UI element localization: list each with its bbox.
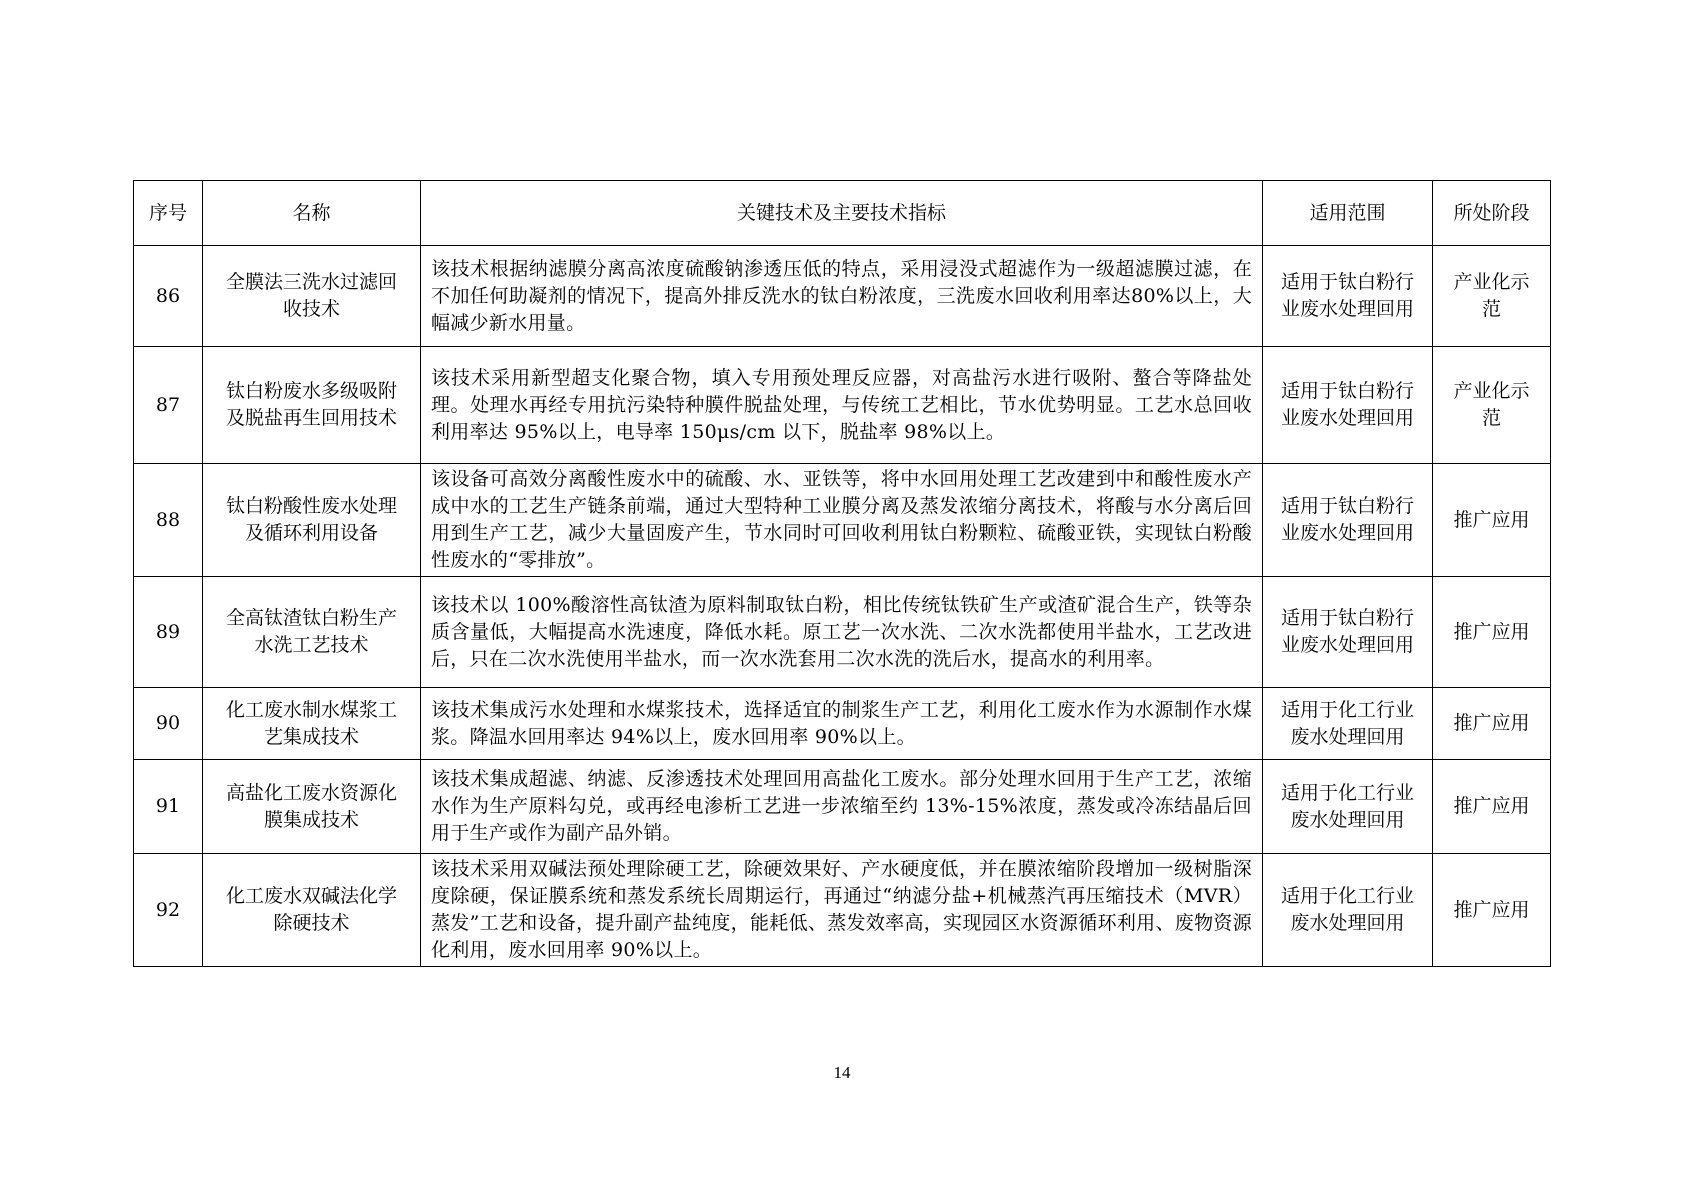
technology-name: 钛白粉废水多级吸附及脱盐再生回用技术 [203, 347, 421, 464]
development-stage: 推广应用 [1433, 464, 1551, 577]
row-number: 90 [134, 688, 203, 760]
technology-description: 该技术采用双碱法预处理除硬工艺，除硬效果好、产水硬度低，并在膜浓缩阶段增加一级树脂深度除硬，保证膜系统和蒸发系统长周期运行，再通过“纳滤分盐+机械蒸汽再压缩技术（MVR）蒸发”工艺和设备，提升副产盐纯度，能耗低、蒸发效率高，实现园区水资源循环利用、废物资源化利用，废水回用率 90%以上。 [421, 854, 1263, 967]
applicable-scope: 适用于钛白粉行业废水处理回用 [1263, 577, 1433, 688]
row-number: 87 [134, 347, 203, 464]
header-name: 名称 [203, 181, 421, 246]
table-row [134, 688, 1551, 760]
applicable-scope: 适用于钛白粉行业废水处理回用 [1263, 464, 1433, 577]
technology-description: 该技术集成超滤、纳滤、反渗透技术处理回用高盐化工废水。部分处理水回用于生产工艺，浓缩水作为生产原料勾兑，或再经电渗析工艺进一步浓缩至约 13%-15%浓度，蒸发或冷冻结晶后回用于生产或作为副产品外销。 [421, 760, 1263, 854]
header-scope: 适用范围 [1263, 181, 1433, 246]
table-header [134, 181, 1551, 246]
development-stage: 推广应用 [1433, 688, 1551, 760]
development-stage: 推广应用 [1433, 854, 1551, 967]
applicable-scope: 适用于钛白粉行业废水处理回用 [1263, 246, 1433, 347]
technology-name: 全高钛渣钛白粉生产水洗工艺技术 [203, 577, 421, 688]
table-row [134, 464, 1551, 577]
table-row [134, 577, 1551, 688]
technology-description: 该技术以 100%酸溶性高钛渣为原料制取钛白粉，相比传统钛铁矿生产或渣矿混合生产，铁等杂质含量低，大幅提高水洗速度，降低水耗。原工艺一次水洗、二次水洗都使用半盐水，工艺改进后，只在二次水洗使用半盐水，而一次水洗套用二次水洗的洗后水，提高水的利用率。 [421, 577, 1263, 688]
row-number: 92 [134, 854, 203, 967]
table-row [134, 854, 1551, 967]
technology-name: 全膜法三洗水过滤回收技术 [203, 246, 421, 347]
table-body [134, 246, 1551, 967]
development-stage: 推广应用 [1433, 760, 1551, 854]
page-number: 14 [833, 1063, 851, 1082]
header-desc: 关键技术及主要技术指标 [421, 181, 1263, 246]
technology-table [133, 180, 1551, 967]
applicable-scope: 适用于化工行业废水处理回用 [1263, 760, 1433, 854]
row-number: 91 [134, 760, 203, 854]
technology-name: 高盐化工废水资源化膜集成技术 [203, 760, 421, 854]
table-row [134, 760, 1551, 854]
row-number: 89 [134, 577, 203, 688]
header-no: 序号 [134, 181, 203, 246]
technology-description: 该技术集成污水处理和水煤浆技术，选择适宜的制浆生产工艺，利用化工废水作为水源制作水煤浆。降温水回用率达 94%以上，废水回用率 90%以上。 [421, 688, 1263, 760]
applicable-scope: 适用于化工行业废水处理回用 [1263, 854, 1433, 967]
technology-name: 化工废水制水煤浆工艺集成技术 [203, 688, 421, 760]
row-number: 88 [134, 464, 203, 577]
applicable-scope: 适用于化工行业废水处理回用 [1263, 688, 1433, 760]
technology-description: 该设备可高效分离酸性废水中的硫酸、水、亚铁等，将中水回用处理工艺改建到中和酸性废水产成中水的工艺生产链条前端，通过大型特种工业膜分离及蒸发浓缩分离技术，将酸与水分离后回用到生产工艺，减少大量固废产生，节水同时可回收利用钛白粉颗粒、硫酸亚铁，实现钛白粉酸性废水的“零排放”。 [421, 464, 1263, 577]
applicable-scope: 适用于钛白粉行业废水处理回用 [1263, 347, 1433, 464]
technology-name: 化工废水双碱法化学除硬技术 [203, 854, 421, 967]
technology-name: 钛白粉酸性废水处理及循环利用设备 [203, 464, 421, 577]
development-stage: 产业化示范 [1433, 347, 1551, 464]
technology-description: 该技术采用新型超支化聚合物，填入专用预处理反应器，对高盐污水进行吸附、螯合等降盐处理。处理水再经专用抗污染特种膜件脱盐处理，与传统工艺相比，节水优势明显。工艺水总回收利用率达 95%以上，电导率 150μs/cm 以下，脱盐率 98%以上。 [421, 347, 1263, 464]
header-row [134, 181, 1551, 246]
development-stage: 产业化示范 [1433, 246, 1551, 347]
table-row [134, 246, 1551, 347]
development-stage: 推广应用 [1433, 577, 1551, 688]
row-number: 86 [134, 246, 203, 347]
header-stage: 所处阶段 [1433, 181, 1551, 246]
technology-description: 该技术根据纳滤膜分离高浓度硫酸钠渗透压低的特点，采用浸没式超滤作为一级超滤膜过滤，在不加任何助凝剂的情况下，提高外排反洗水的钛白粉浓度，三洗废水回收利用率达80%以上，大幅减少新水用量。 [421, 246, 1263, 347]
table-row [134, 347, 1551, 464]
